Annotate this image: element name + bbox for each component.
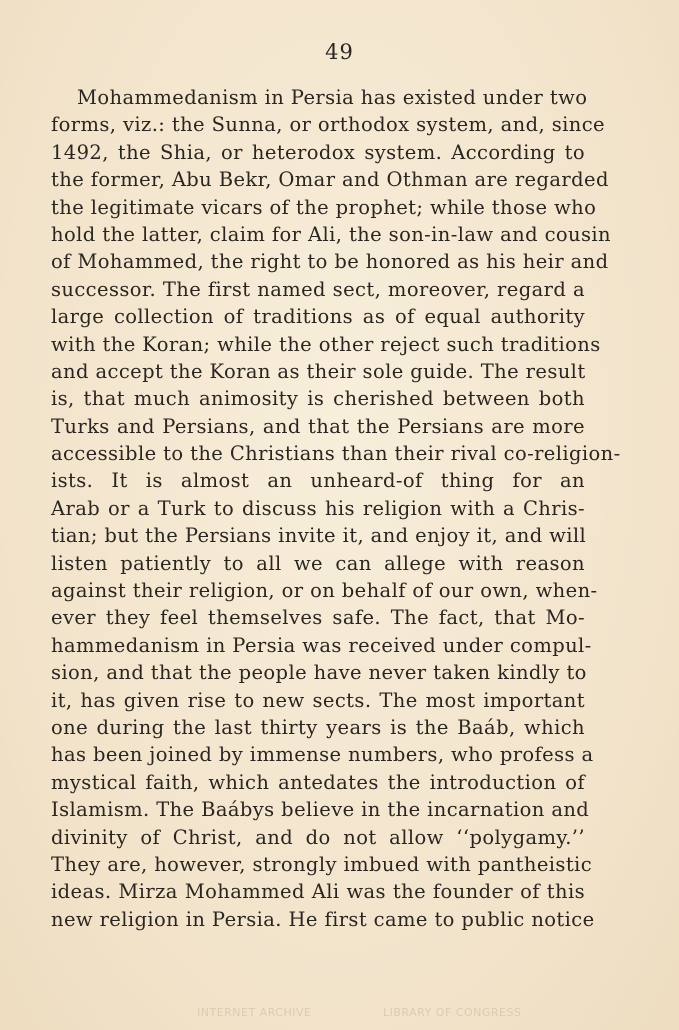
text-line: hammedanism in Persia was received under compul-	[51, 633, 592, 657]
text-line: accessible to the Christians than their rival co-religion-	[51, 442, 621, 466]
text-line: tian; but the Persians invite it, and enjoy it, and will	[51, 524, 587, 548]
text-line: of Mohammed, the right to be honored as his heir and	[51, 250, 609, 274]
text-line: one during the last thirty years is the Baáb, which	[51, 715, 585, 739]
text-line: Turks and Persians, and that the Persians are more	[51, 414, 585, 438]
text-line: the legitimate vicars of the prophet; while those who	[51, 195, 597, 219]
text-line: listen patiently to all we can allege with reason	[51, 551, 585, 575]
text-line: forms, viz.: the Sunna, or orthodox system, and, since	[51, 113, 605, 137]
text-line: 1492, the Shia, or heterodox system. According to	[51, 140, 585, 164]
text-line: They are, however, strongly imbued with pantheistic	[51, 852, 593, 876]
text-line: the former, Abu Bekr, Omar and Othman are regarded	[51, 168, 609, 192]
text-line: with the Koran; while the other reject such traditions	[51, 332, 601, 356]
text-line: Arab or a Turk to discuss his religion with a Chris-	[51, 496, 585, 520]
text-line: ists. It is almost an unheard-of thing for an	[51, 469, 585, 493]
text-line: sion, and that the people have never taken kindly to	[51, 661, 587, 685]
watermark-library-of-congress: LIBRARY OF CONGRESS	[383, 1006, 522, 1019]
text-line: ideas. Mirza Mohammed Ali was the founder of this	[51, 880, 585, 904]
page-number: 49	[325, 40, 354, 64]
text-line: mystical faith, which antedates the introduction of	[51, 770, 585, 794]
text-line: it, has given rise to new sects. The most important	[51, 688, 585, 712]
text-line: Mohammedanism in Persia has existed under two	[77, 86, 588, 109]
text-line: successor. The first named sect, moreover, regard a	[51, 277, 585, 301]
body-text	[51, 84, 621, 933]
text-line: hold the latter, claim for Ali, the son-in-law and cousin	[51, 222, 611, 246]
text-line: and accept the Koran as their sole guide. The result	[51, 359, 586, 383]
text-line: against their religion, or on behalf of our own, when-	[51, 579, 598, 603]
text-line: ever they feel themselves safe. The fact, that Mo-	[51, 606, 585, 630]
text-line: is, that much animosity is cherished between both	[51, 387, 585, 411]
text-line: new religion in Persia. He first came to public notice	[51, 907, 595, 931]
text-line: has been joined by immense numbers, who profess a	[51, 743, 594, 767]
text-line: Islamism. The Baábys believe in the incarnation and	[51, 798, 590, 822]
text-line: large collection of traditions as of equal authority	[51, 305, 585, 329]
text-line: divinity of Christ, and do not allow ‘‘polygamy.’’	[51, 825, 585, 849]
watermark-internet-archive: INTERNET ARCHIVE	[197, 1006, 312, 1019]
